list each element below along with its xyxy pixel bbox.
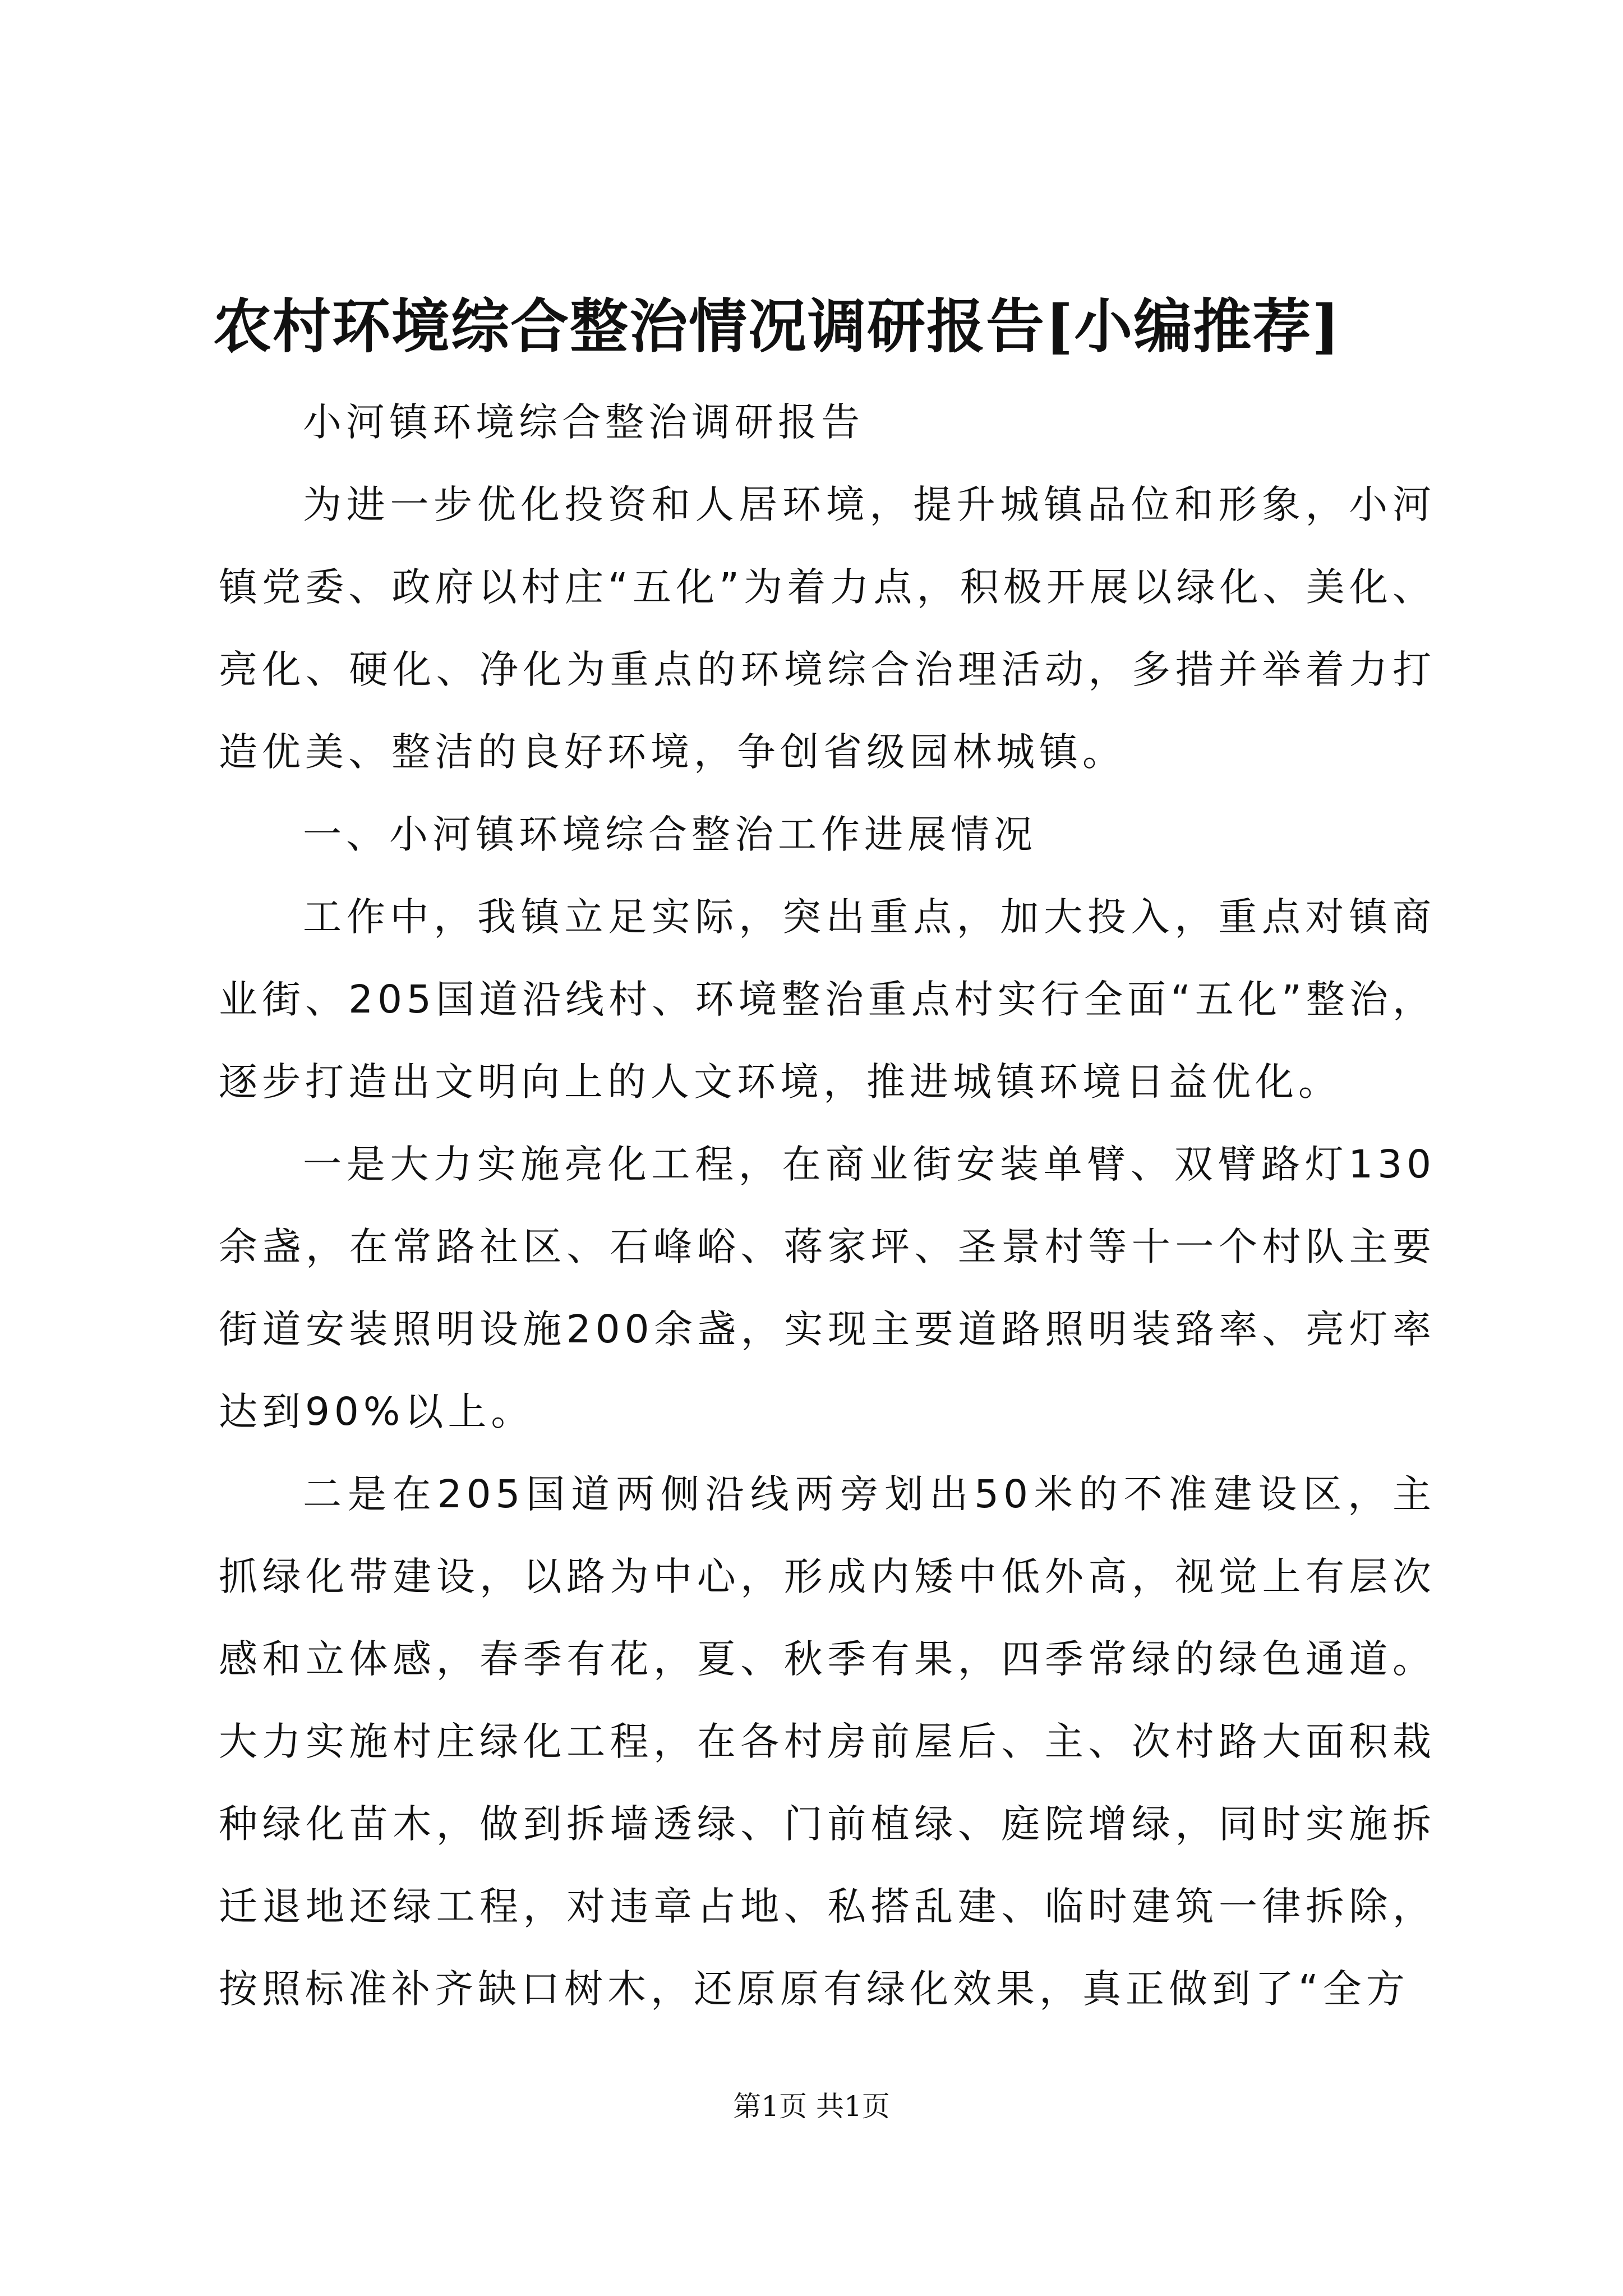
body-paragraph: 工作中，我镇立足实际，突出重点，加大投入，重点对镇商业街、205国道沿线村、环境整治重点村实行全面“五化”整治，逐步打造出文明向上的人文环境，推进城镇环境日益优化。 (219, 895, 1436, 1105)
body-paragraph: 一是大力实施亮化工程，在商业街安装单臂、双臂路灯130余盏，在常路社区、石峰峪、蒋家坪、圣景村等十一个村队主要街道安装照明设施200余盏，实现主要道路照明装臵率、亮灯率达到90%以上。 (219, 1142, 1436, 1434)
document-body (219, 381, 1436, 2031)
page-footer: 第1页 共1页 (733, 2090, 890, 2123)
subtitle-paragraph: 小河镇环境综合整治调研报告 (303, 400, 864, 445)
body-paragraph: 二是在205国道两侧沿线两旁划出50米的不准建设区，主抓绿化带建设，以路为中心，形成内矮中低外高，视觉上有层次感和立体感，春季有花，夏、秋季有果，四季常绿的绿色通道。大力实施村庄绿化工程，在各村房前屋后、主、次村路大面积栽种绿化苗木，做到拆墙透绿、门前植绿、庭院增绿，同时实施拆迁退地还绿工程，对违章占地、私搭乱建、临时建筑一律拆除，按照标准补齐缺口树木，还原原有绿化效果，真正做到了“全方 (219, 1472, 1436, 2012)
document-title: 农村环境综合整治情况调研报告[小编推荐] (213, 292, 1341, 361)
section-heading: 一、小河镇环境综合整治工作进展情况 (303, 812, 1037, 857)
intro-paragraph: 为进一步优化投资和人居环境，提升城镇品位和形象，小河镇党委、政府以村庄“五化”为着力点，积极开展以绿化、美化、亮化、硬化、净化为重点的环境综合治理活动，多措并举着力打造优美、整洁的良好环境，争创省级园林城镇。 (219, 482, 1436, 775)
